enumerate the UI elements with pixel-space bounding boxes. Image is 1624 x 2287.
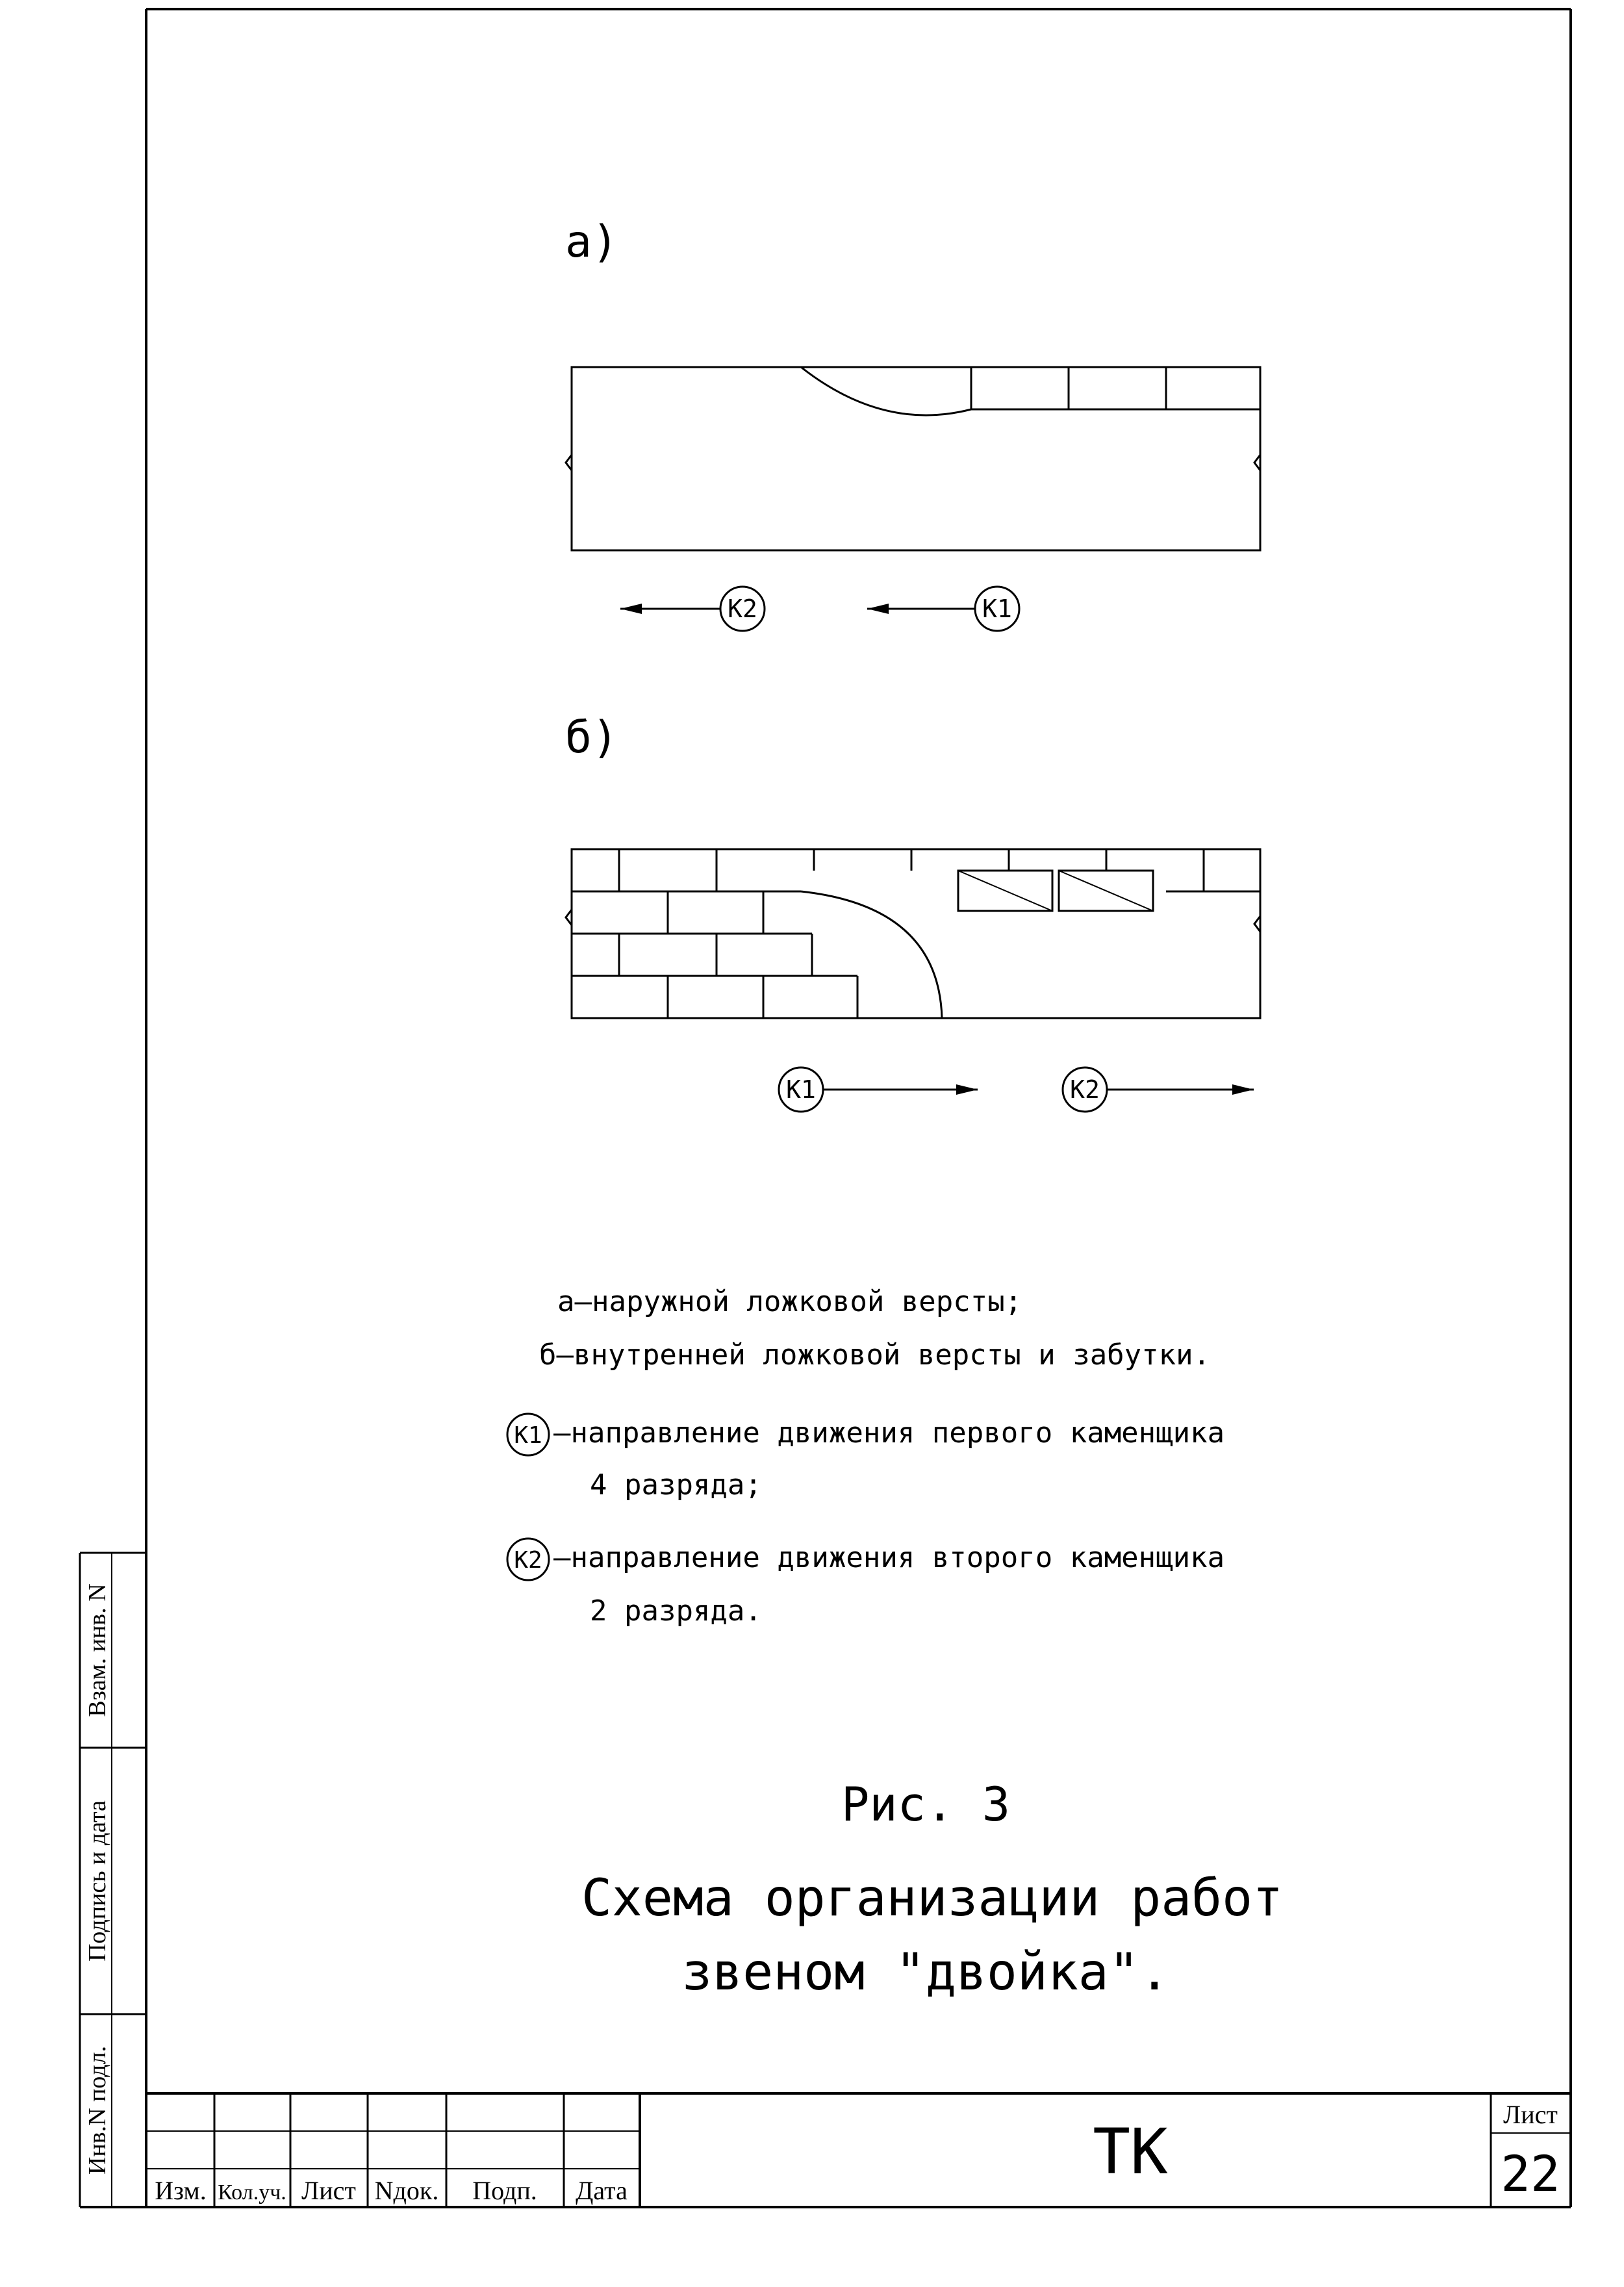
figure-a-k1-mark: К1 xyxy=(982,594,1012,623)
figure-b-label: б) xyxy=(565,712,618,763)
figure-number: Рис. 3 xyxy=(841,1777,1011,1832)
caption-title-line1: Схема организации работ xyxy=(581,1869,1284,1928)
figure-a-label: а) xyxy=(565,216,618,268)
legend-line-a: а–наружной ложковой версты; xyxy=(557,1285,1022,1318)
side-stamp-podpis: Подпись и дата xyxy=(84,1800,111,1962)
caption-title-line2: звеном "двойка". xyxy=(681,1943,1170,2002)
figure-a-k2-direction xyxy=(620,587,765,631)
side-stamp-vzam: Взам. инв. N xyxy=(84,1583,111,1717)
figure-a-wall xyxy=(566,367,1260,550)
tb-header-podp: Подп. xyxy=(472,2176,537,2205)
legend-k1-line2: 4 разряда; xyxy=(590,1468,762,1501)
figure-a-k2-mark: К2 xyxy=(728,594,757,623)
document-code: ТК xyxy=(1093,2115,1168,2188)
figure-a-k1-direction xyxy=(867,587,1019,631)
legend-k1-mark: К1 xyxy=(514,1422,542,1449)
figure-b-k1-mark: К1 xyxy=(786,1075,816,1104)
sheet-number: 22 xyxy=(1501,2145,1560,2203)
legend-k1-line1: –направление движения первого каменщика xyxy=(553,1416,1225,1450)
tb-header-ndok: Nдок. xyxy=(374,2176,439,2205)
legend-k2-mark: К2 xyxy=(514,1547,542,1574)
tb-header-kolich: Кол.уч. xyxy=(218,2180,286,2204)
side-stamp xyxy=(80,1553,146,2207)
figure-b-k2-mark: К2 xyxy=(1070,1075,1100,1104)
side-stamp-inv: Инв.N подл. xyxy=(84,2045,111,2175)
legend xyxy=(507,1285,1224,1628)
figure-b xyxy=(565,712,1260,1112)
tb-header-data: Дата xyxy=(576,2176,628,2205)
tb-header-izm: Изм. xyxy=(155,2176,207,2205)
figure-b-wall xyxy=(566,849,1260,1018)
title-block xyxy=(146,2093,1571,2207)
legend-k2-line1: –направление движения второго каменщика xyxy=(553,1541,1225,1574)
caption xyxy=(581,1777,1283,2002)
figure-b-k2-direction xyxy=(1063,1067,1254,1112)
tb-header-list: Лист xyxy=(301,2176,356,2205)
figure-b-k1-direction xyxy=(779,1067,978,1112)
legend-k2-line2: 2 разряда. xyxy=(590,1594,762,1628)
legend-line-b: б–внутренней ложковой версты и забутки. xyxy=(539,1338,1211,1372)
figure-a xyxy=(565,216,1260,631)
sheet-label: Лист xyxy=(1503,2100,1558,2129)
